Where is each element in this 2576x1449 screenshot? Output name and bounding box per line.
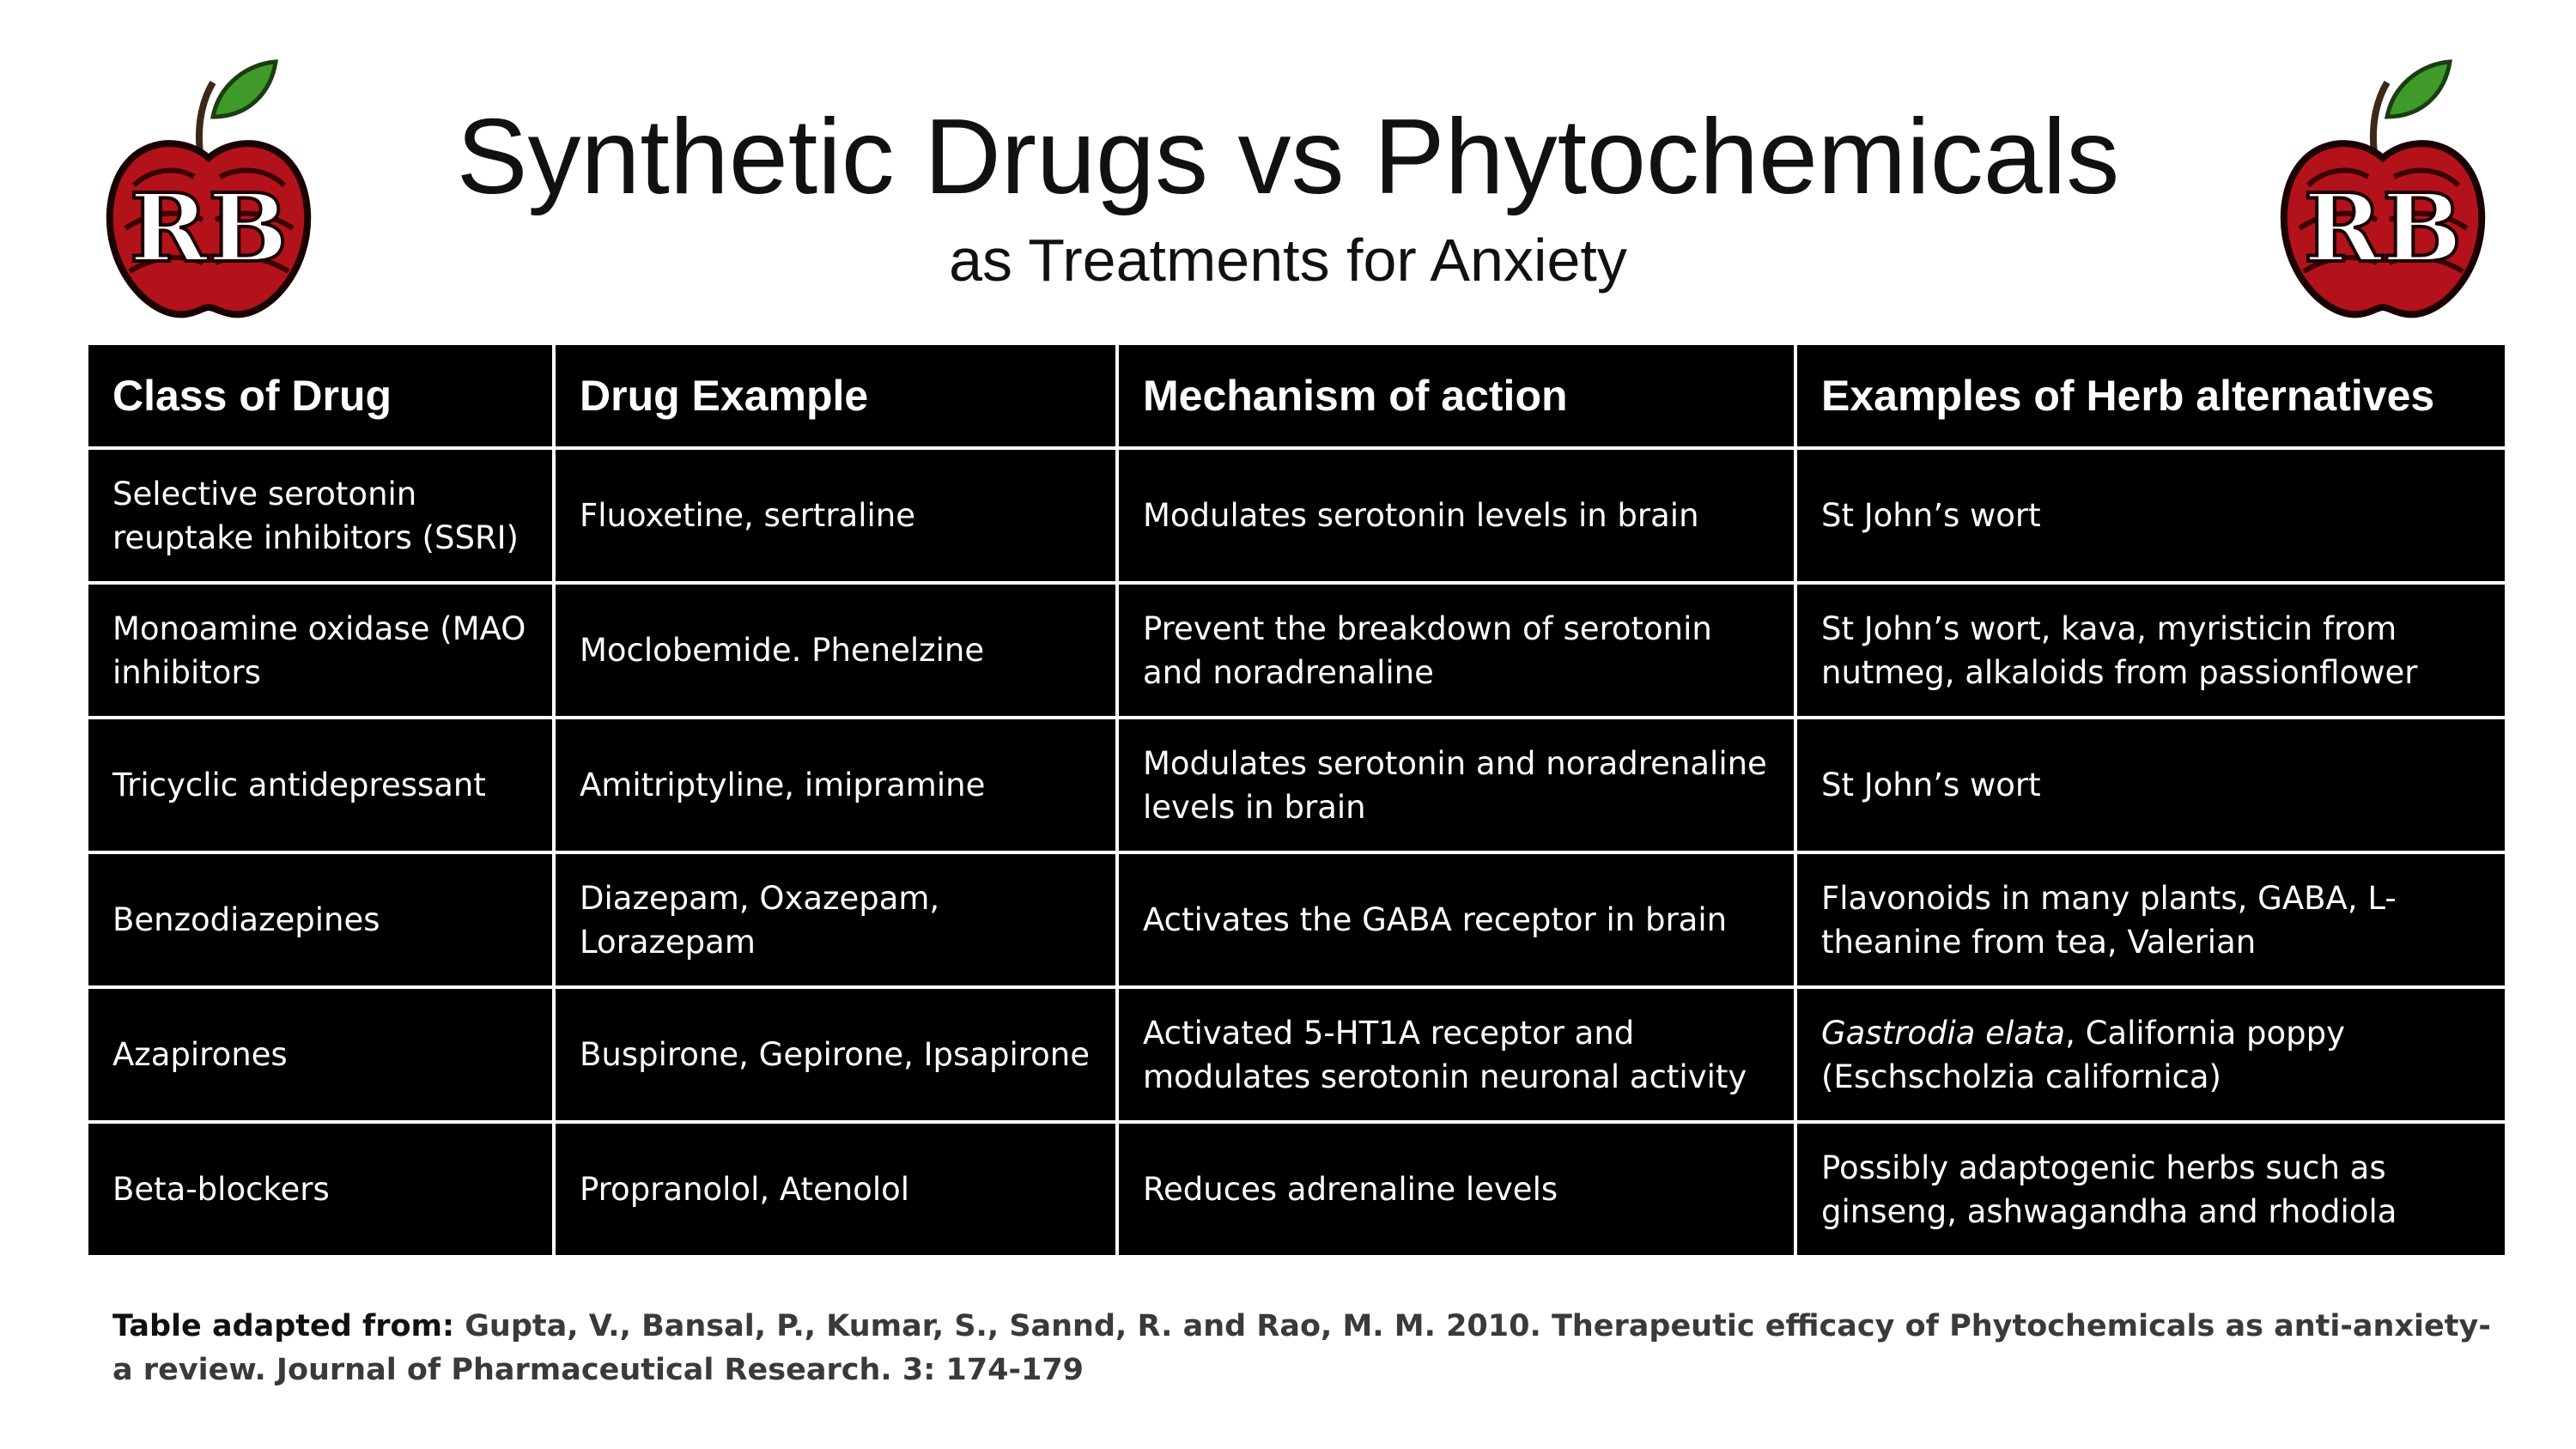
table-row (88, 448, 2505, 583)
cell-mechanism: Reduces adrenaline levels (1117, 1122, 1795, 1255)
cell-herbs: St John’s wort, kava, myristicin from nutmeg, alkaloids from passionflower (1795, 583, 2505, 718)
column-header-herbs: Examples of Herb alternatives (1795, 345, 2505, 448)
cell-class: Tricyclic antidepressant (88, 718, 554, 852)
logo-text: RB (129, 173, 289, 283)
citation (112, 1305, 2500, 1392)
logo-text: RB (2303, 173, 2463, 283)
cell-example: Moclobemide. Phenelzine (554, 583, 1117, 718)
cell-example: Buspirone, Gepirone, Ipsapirone (554, 987, 1117, 1122)
page-title: Synthetic Drugs vs Phytochemicals (456, 98, 2120, 216)
cell-mechanism: Prevent the breakdown of serotonin and noradrenaline (1117, 583, 1795, 718)
cell-class: Azapirones (88, 987, 554, 1122)
cell-herbs: St John’s wort (1795, 718, 2505, 852)
herb-italic-name: Gastrodia elata (1821, 1014, 2066, 1052)
citation-lead: Table adapted from: (112, 1309, 455, 1343)
cell-example: Propranolol, Atenolol (554, 1122, 1117, 1255)
cell-example: Fluoxetine, sertraline (554, 448, 1117, 583)
cell-mechanism: Modulates serotonin levels in brain (1117, 448, 1795, 583)
cell-mechanism: Activates the GABA receptor in brain (1117, 852, 1795, 987)
table-header-row (88, 345, 2505, 448)
cell-class: Selective serotonin reuptake inhibitors (SSRI) (88, 448, 554, 583)
table-row (88, 1122, 2505, 1255)
drug-comparison-table (88, 345, 2505, 1255)
cell-class: Benzodiazepines (88, 852, 554, 987)
cell-class: Monoamine oxidase (MAO inhibitors (88, 583, 554, 718)
table-row (88, 852, 2505, 987)
cell-herbs (1795, 987, 2505, 1122)
cell-example: Diazepam, Oxazepam, Lorazepam (554, 852, 1117, 987)
column-header-class: Class of Drug (88, 345, 554, 448)
table-row (88, 718, 2505, 852)
cell-herbs: Possibly adaptogenic herbs such as ginseng, ashwagandha and rhodiola (1795, 1122, 2505, 1255)
cell-mechanism: Modulates serotonin and noradrenaline levels in brain (1117, 718, 1795, 852)
column-header-example: Drug Example (554, 345, 1117, 448)
table-row (88, 987, 2505, 1122)
table-row (88, 583, 2505, 718)
column-header-mechanism: Mechanism of action (1117, 345, 1795, 448)
cell-herbs: St John’s wort (1795, 448, 2505, 583)
cell-class: Beta-blockers (88, 1122, 554, 1255)
cell-mechanism: Activated 5-HT1A receptor and modulates serotonin neuronal activity (1117, 987, 1795, 1122)
cell-example: Amitriptyline, imipramine (554, 718, 1117, 852)
cell-herbs: Flavonoids in many plants, GABA, L-theanine from tea, Valerian (1795, 852, 2505, 987)
herb-rest-text: , California poppy (Eschscholzia californica) (1821, 1014, 2346, 1095)
citation-text: Gupta, V., Bansal, P., Kumar, S., Sannd, R. and Rao, M. M. 2010. Therapeutic efficacy of Phytochemicals as anti-anxiety-a review. Journal of Pharmaceutical Research. 3: 174-179 (112, 1309, 2491, 1387)
page-subtitle: as Treatments for Anxiety (949, 227, 1627, 294)
